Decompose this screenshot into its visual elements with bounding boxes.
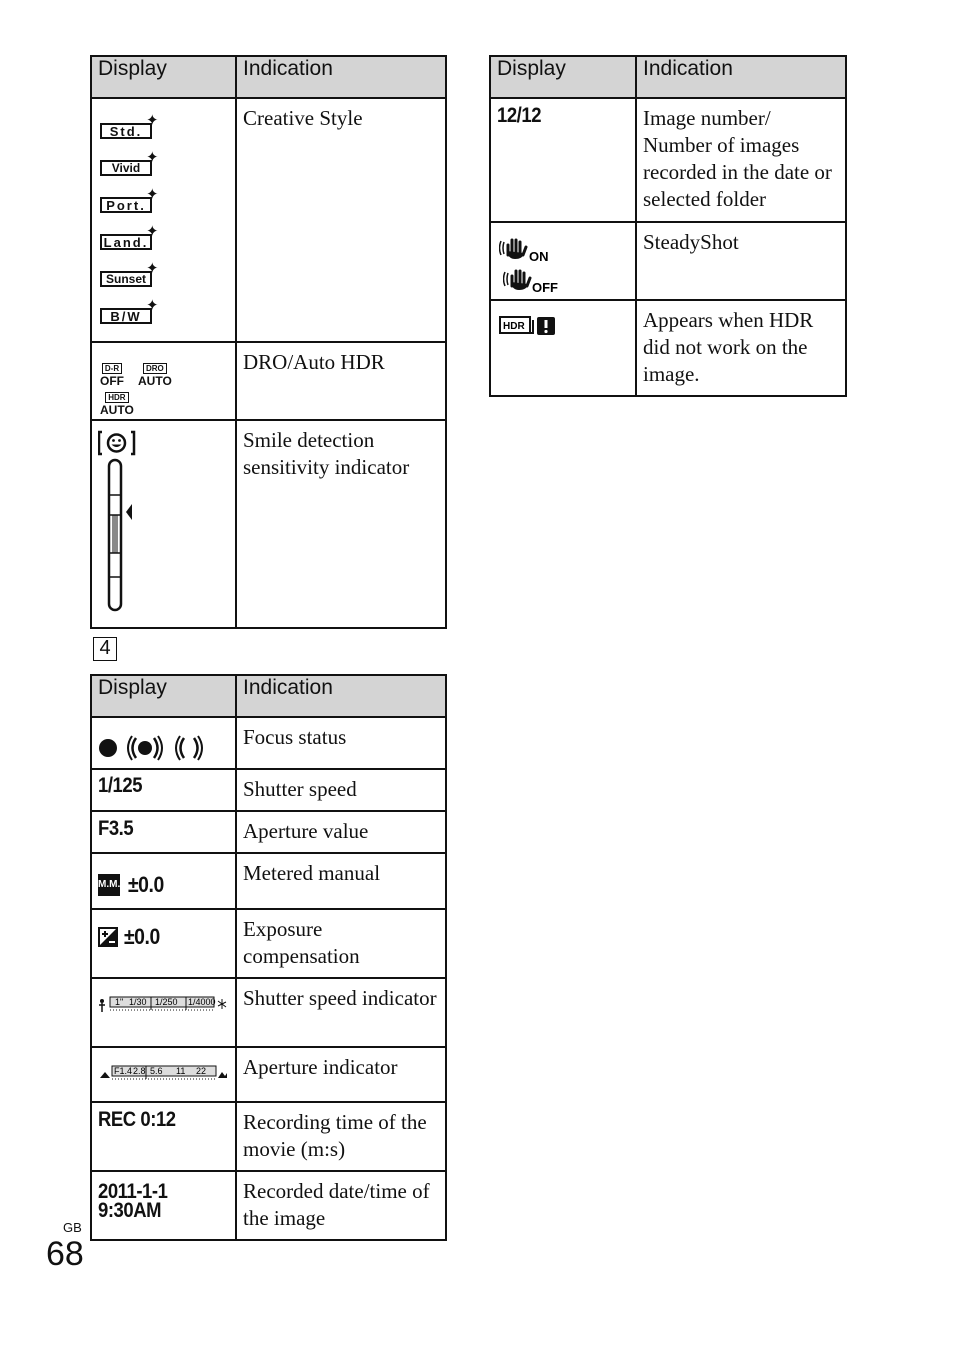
creative-style-bw-icon: B/W ✦ [98,298,229,335]
shutter-indicator-display [91,978,236,1047]
header-display: Display [91,56,236,98]
hdr-warning-icon [499,315,559,337]
svg-text:HDR: HDR [503,321,525,332]
aperture-value-text: Aperture value [236,811,446,853]
hdr-auto-icon: HDR AUTO [100,393,134,417]
image-number-display: 12/12 [490,98,636,222]
steadyshot-off-icon [503,268,569,294]
region-code: GB [63,1220,82,1235]
creative-style-std-icon: Std. ✦ [98,113,229,150]
focus-status-text: Focus status [236,717,446,769]
smile-indicator-cell [91,420,236,628]
page-number: 68 [46,1235,84,1273]
header-indication: Indication [636,56,846,98]
aperture-indicator-text: Aperture indicator [236,1047,446,1102]
header-indication: Indication [236,56,446,98]
creative-style-icons [91,98,236,342]
shutter-speed-scale-icon [96,993,228,1017]
svg-text:1/4000: 1/4000 [188,997,216,1007]
creative-style-text: Creative Style [236,98,446,342]
svg-text:OFF: OFF [532,280,558,294]
date-time-text: Recorded date/time of the image [236,1171,446,1240]
table-top-left [90,55,447,629]
creative-style-vivid-icon: Vivid ✦ [98,150,229,187]
exposure-comp-text: Exposure compensation [236,909,446,978]
dro-off-icon: D-R OFF [100,364,124,388]
svg-text:2.8: 2.8 [133,1066,146,1076]
exposure-compensation-icon [98,927,118,947]
shutter-speed-text: Shutter speed [236,769,446,811]
table-right [489,55,847,397]
svg-text:11: 11 [176,1066,186,1076]
focus-status-icon [98,734,208,762]
metered-manual-icon: M.M. [98,874,120,896]
shutter-speed-display: 1/125 [91,769,236,811]
aperture-indicator-display [91,1047,236,1102]
steadyshot-on-icon [499,237,557,263]
svg-text:ON: ON [529,249,549,263]
header-display: Display [91,675,236,717]
hdr-warning-text: Appears when HDR did not work on the image. [636,300,846,396]
creative-style-land-icon: Land. ✦ [98,224,229,261]
steadyshot-text: SteadyShot [636,222,846,300]
svg-text:F1.4: F1.4 [114,1066,133,1076]
svg-text:1/30: 1/30 [129,997,147,1007]
dro-icons [91,342,236,420]
svg-text:5.6: 5.6 [150,1066,163,1076]
svg-text:22: 22 [196,1066,207,1076]
creative-style-sunset-icon: Sunset ✦ [98,261,229,298]
header-display: Display [490,56,636,98]
svg-text:1/250: 1/250 [155,997,178,1007]
aperture-value-display: F3.5 [91,811,236,853]
metered-manual-display: M.M. ±0.0 [91,853,236,909]
creative-style-port-icon: Port. ✦ [98,187,229,224]
image-number-text: Image number/ Number of images recorded in the date or selected folder [636,98,846,222]
smile-detection-indicator-icon [98,427,148,612]
recording-time-text: Recording time of the movie (m:s) [236,1102,446,1171]
exposure-comp-display: ±0.0 [91,909,236,978]
smile-text: Smile detection sensitivity indicator [236,420,446,628]
metered-manual-text: Metered manual [236,853,446,909]
focus-status-icons [91,717,236,769]
svg-text:1": 1" [115,997,124,1007]
shutter-indicator-text: Shutter speed indicator [236,978,446,1047]
table-bottom-left [90,674,447,1241]
recording-time-display: REC 0:12 [91,1102,236,1171]
header-indication: Indication [236,675,446,717]
dro-auto-icon: DRO AUTO [138,364,172,388]
section-number: 4 [93,637,117,661]
steadyshot-icons [490,222,636,300]
aperture-scale-icon [96,1062,228,1086]
hdr-warning-display [490,300,636,396]
date-time-display: 2011-1-1 9:30AM [91,1171,236,1240]
dro-text: DRO/Auto HDR [236,342,446,420]
